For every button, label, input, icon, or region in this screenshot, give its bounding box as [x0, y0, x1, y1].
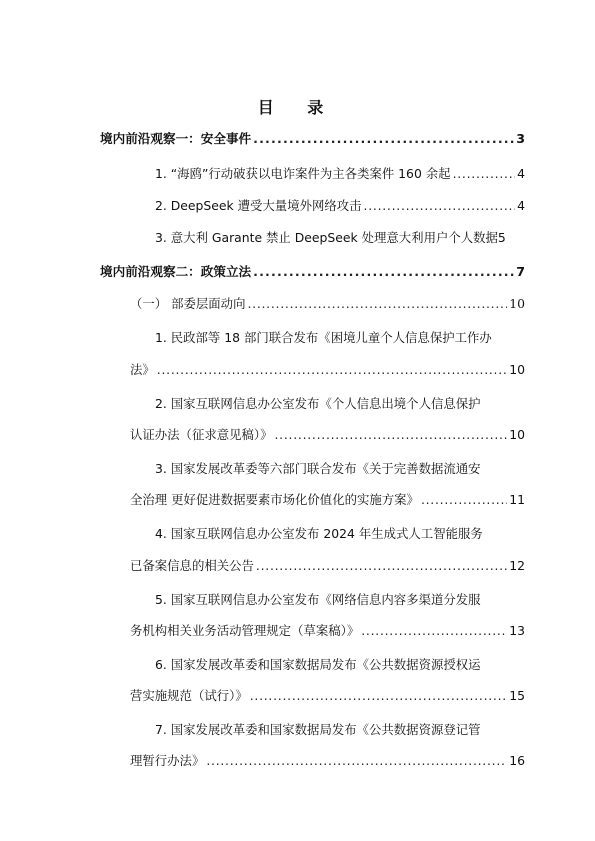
toc-entry-garante-ban[interactable] [155, 230, 525, 246]
toc-entry-text: 1. 民政部等 18 部门联合发布《困境儿童个人信息保护工作办 [155, 330, 492, 345]
leader-dots [253, 264, 514, 280]
toc-page-number: 15 [509, 688, 525, 703]
toc-entry-public-data-registration-line2[interactable] [130, 753, 525, 769]
toc-page-number: 10 [509, 427, 525, 442]
toc-entry-text: 已备案信息的相关公告 [130, 558, 254, 573]
leader-dots [250, 688, 508, 704]
toc-entry-text: 理暂行办法》 [130, 753, 205, 768]
toc-entry-data-circulation-line2[interactable] [130, 492, 525, 508]
leader-dots [253, 131, 514, 147]
toc-entry-text: 3. 意大利 Garante 禁止 DeepSeek 处理意大利用户个人数据 [155, 230, 498, 245]
toc-entry-text: 5. 国家互联网信息办公室发布《网络信息内容多渠道分发服 [155, 592, 481, 607]
toc-entry-text: 法》 [130, 362, 155, 377]
toc-page-number: 5 [497, 230, 506, 245]
toc-entry-text: （一） 部委层面动向 [130, 296, 246, 311]
toc-entry-public-data-registration-line1[interactable] [155, 722, 525, 738]
toc-entry-text: 3. 国家发展改革委等六部门联合发布《关于完善数据流通安 [155, 461, 481, 476]
toc-entry-text: 7. 国家发展改革委和国家数据局发布《公共数据资源登记管 [155, 722, 481, 737]
toc-entry-genai-filing-line2[interactable] [130, 558, 525, 574]
toc-entry-ministry-trends[interactable] [130, 296, 525, 312]
toc-entry-text: 务机构相关业务活动管理规定（草案稿）》 [130, 623, 360, 638]
toc-entry-text: 6. 国家发展改革委和国家数据局发布《公共数据资源授权运 [155, 657, 481, 672]
toc-entry-text: 2. 国家互联网信息办公室发布《个人信息出境个人信息保护 [155, 396, 481, 411]
toc-page-number: 10 [509, 296, 525, 311]
toc-entry-text: 境内前沿观察一：安全事件 [100, 131, 252, 146]
toc-entry-text: 全治理 更好促进数据要素市场化价值化的实施方案》 [130, 492, 419, 507]
toc-entry-policy-legislation[interactable] [100, 264, 525, 280]
leader-dots [361, 623, 507, 639]
toc-entry-text: 营实施规范（试行）》 [130, 688, 248, 703]
toc-entry-children-info-line1[interactable] [155, 330, 525, 346]
leader-dots [206, 753, 507, 769]
leader-dots [157, 362, 507, 378]
toc-entry-content-distribution-line2[interactable] [130, 623, 525, 639]
toc-entry-text: 1. “海鸥”行动破获以电诈案件为主各类案件 160 余起 [155, 166, 451, 181]
toc-entry-cross-border-cert-line1[interactable] [155, 396, 525, 412]
toc-entry-data-circulation-line1[interactable] [155, 461, 525, 477]
toc-page-number: 3 [516, 131, 525, 146]
toc-page-number: 13 [509, 623, 525, 638]
toc-title: 目 录 [257, 98, 338, 117]
toc-page-number: 7 [516, 264, 525, 279]
leader-dots [364, 198, 516, 214]
toc-entry-public-data-authorization-line1[interactable] [155, 657, 525, 673]
toc-entry-security-events[interactable] [100, 131, 525, 147]
toc-entry-deepseek-attack[interactable] [155, 198, 525, 214]
toc-entry-public-data-authorization-line2[interactable] [130, 688, 525, 704]
leader-dots [256, 558, 507, 574]
toc-entry-children-info-line2[interactable] [130, 362, 525, 378]
toc-page-number: 12 [509, 558, 525, 573]
leader-dots [453, 166, 516, 182]
toc-entry-cross-border-cert-line2[interactable] [130, 427, 525, 443]
toc-entry-text: 2. DeepSeek 遭受大量境外网络攻击 [155, 198, 362, 213]
toc-page-number: 11 [509, 492, 525, 507]
toc-entry-text: 4. 国家互联网信息办公室发布 2024 年生成式人工智能服务 [155, 526, 483, 541]
toc-page-number: 10 [509, 362, 525, 377]
toc-page-number: 4 [517, 166, 525, 181]
toc-page-number: 16 [509, 753, 525, 768]
leader-dots [421, 492, 507, 508]
toc-page-number: 4 [517, 198, 525, 213]
leader-dots [275, 427, 508, 443]
leader-dots [247, 296, 507, 312]
toc-entry-content-distribution-line1[interactable] [155, 592, 525, 608]
toc-entry-genai-filing-line1[interactable] [155, 526, 525, 542]
toc-entry-text: 境内前沿观察二：政策立法 [100, 264, 252, 279]
toc-entry-text: 认证办法（征求意见稿）》 [130, 427, 273, 442]
toc-entry-haiou-operation[interactable] [155, 166, 525, 182]
